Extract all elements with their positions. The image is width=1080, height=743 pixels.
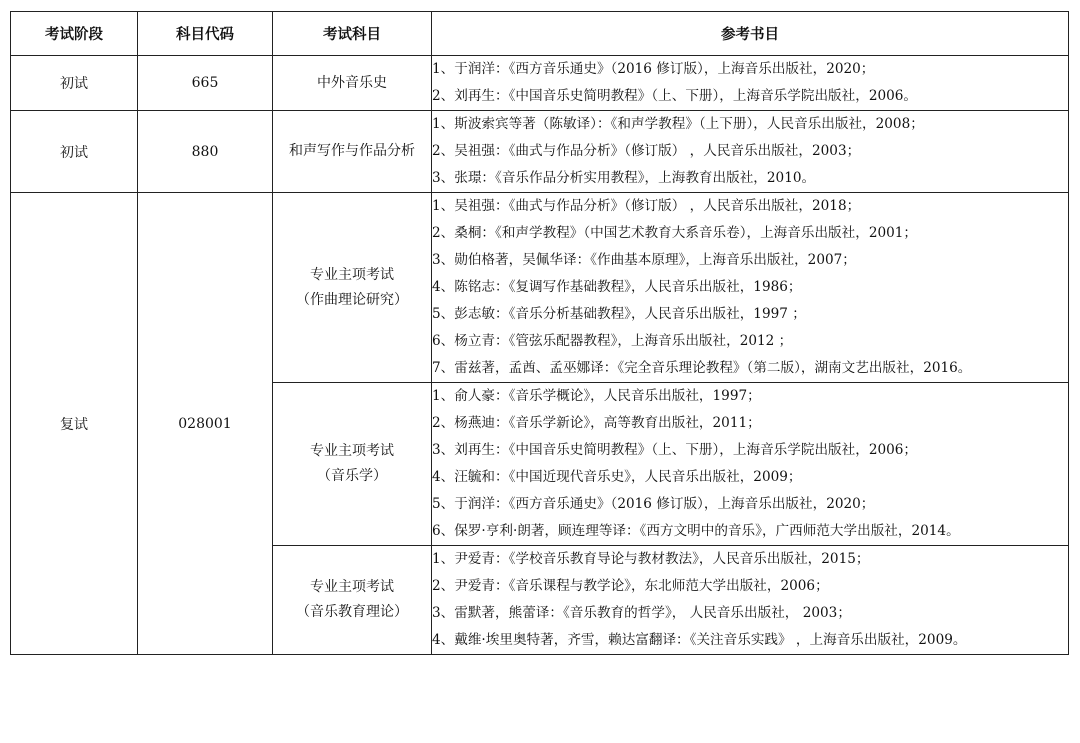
book-entry: 1、于润洋：《西方音乐通史》（2016 修订版），上海音乐出版社，2020；	[432, 61, 875, 77]
book-entry: 5、于润洋：《西方音乐通史》（2016 修订版），上海音乐出版社，2020；	[432, 496, 875, 512]
subject-line: （作曲理论研究）	[296, 291, 408, 308]
subject-line: 专业主项考试	[310, 579, 394, 595]
book-entry: 4、陈铭志：《复调写作基础教程》，人民音乐出版社，1986；	[432, 279, 802, 295]
code-cell: 880	[138, 111, 273, 193]
header-subject: 考试科目	[273, 12, 432, 56]
header-books: 参考书目	[432, 12, 1069, 56]
book-entry: 3、刘再生：《中国音乐史简明教程》（上、下册），上海音乐学院出版社，2006；	[432, 442, 918, 458]
book-entry: 1、斯波索宾等著（陈敏译）：《和声学教程》（上下册），人民音乐出版社，2008；	[432, 116, 924, 132]
books-cell	[432, 546, 1069, 655]
table-row	[11, 56, 1069, 111]
book-entry: 6、保罗·亨利·朗著，顾连理等译：《西方文明中的音乐》，广西师范大学出版社，2014。	[432, 523, 960, 539]
stage-cell: 复试	[11, 193, 138, 655]
subject-line: 中外音乐史	[317, 74, 387, 91]
subject-cell	[273, 56, 432, 111]
book-entry: 3、雷默著，熊蕾译：《音乐教育的哲学》， 人民音乐出版社， 2003；	[432, 605, 851, 621]
table-row	[11, 111, 1069, 193]
book-entry: 2、吴祖强：《曲式与作品分析》（修订版） ，人民音乐出版社，2003；	[432, 143, 861, 159]
subject-cell	[273, 111, 432, 193]
books-cell	[432, 193, 1069, 383]
header-stage: 考试阶段	[11, 12, 138, 56]
subject-line: （音乐教育理论）	[296, 604, 408, 620]
subject-line: 和声写作与作品分析	[289, 143, 415, 159]
books-cell	[432, 56, 1069, 111]
subject-cell	[273, 383, 432, 546]
subject-line: 专业主项考试	[310, 443, 394, 459]
book-entry: 2、杨燕迪：《音乐学新论》，高等教育出版社，2011；	[432, 415, 761, 431]
book-entry: 2、桑桐：《和声学教程》（中国艺术教育大系音乐卷），上海音乐出版社，2001；	[432, 225, 918, 241]
subject-line: （音乐学）	[317, 468, 387, 484]
code-cell: 028001	[138, 193, 273, 655]
subject-line: 专业主项考试	[310, 266, 394, 283]
code-cell: 665	[138, 56, 273, 111]
book-entry: 4、戴维·埃里奥特著，齐雪，赖达富翻译：《关注音乐实践》 ，上海音乐出版社，2009。	[432, 632, 967, 648]
header-row	[11, 12, 1069, 56]
subject-cell	[273, 546, 432, 655]
exam-table	[10, 11, 1069, 655]
book-entry: 2、尹爱青：《音乐课程与教学论》，东北师范大学出版社，2006；	[432, 578, 829, 594]
header-code: 科目代码	[138, 12, 273, 56]
stage-cell: 初试	[11, 111, 138, 193]
books-cell	[432, 383, 1069, 546]
books-cell	[432, 111, 1069, 193]
book-entry: 6、杨立青：《管弦乐配器教程》，上海音乐出版社，2012 ；	[432, 333, 793, 349]
book-entry: 2、刘再生：《中国音乐史简明教程》（上、下册），上海音乐学院出版社，2006。	[432, 88, 918, 104]
book-entry: 5、彭志敏：《音乐分析基础教程》，人民音乐出版社，1997 ；	[432, 306, 806, 322]
subject-cell	[273, 193, 432, 383]
book-entry: 3、张璟：《音乐作品分析实用教程》，上海教育出版社，2010。	[432, 170, 816, 186]
book-entry: 4、汪毓和：《中国近现代音乐史》，人民音乐出版社，2009；	[432, 469, 802, 485]
book-entry: 3、勋伯格著，吴佩华译：《作曲基本原理》，上海音乐出版社，2007；	[432, 252, 856, 268]
book-entry: 7、雷兹著，孟酋、孟巫娜译：《完全音乐理论教程》（第二版），湖南文艺出版社，2016。	[432, 360, 972, 376]
book-entry: 1、俞人豪：《音乐学概论》，人民音乐出版社，1997；	[432, 388, 761, 404]
book-entry: 1、吴祖强：《曲式与作品分析》（修订版） ，人民音乐出版社，2018；	[432, 198, 861, 214]
table-row	[11, 193, 1069, 383]
stage-cell: 初试	[11, 56, 138, 111]
book-entry: 1、尹爱青：《学校音乐教育导论与教材教法》，人民音乐出版社，2015；	[432, 551, 870, 567]
